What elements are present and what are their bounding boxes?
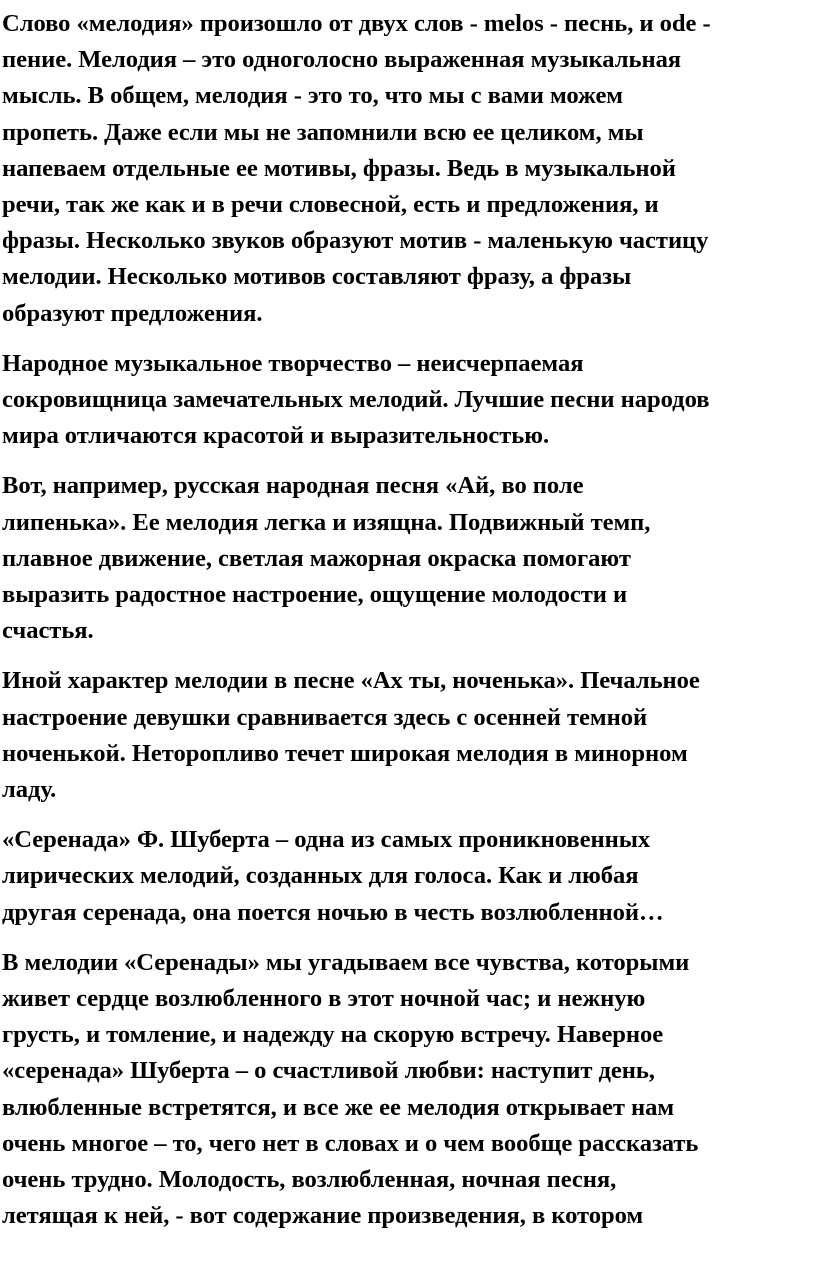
- text-line: ноченькой. Неторопливо течет широкая мелодия в минорном: [2, 739, 688, 767]
- paragraph-serenade-feelings: [2, 945, 814, 1235]
- text-line: образуют предложения.: [2, 299, 263, 327]
- text-line: влюбленные встретятся, и все же ее мелодия открывает нам: [2, 1093, 675, 1121]
- text-line: пропеть. Даже если мы не запомнили всю ее целиком, мы: [2, 118, 644, 146]
- paragraph-folk-music: [2, 346, 814, 455]
- text-line: мысль. В общем, мелодия - это то, что мы с вами можем: [2, 82, 624, 110]
- paragraph-noshenka: [2, 663, 814, 808]
- text-line: другая серенада, она поется ночью в честь возлюбленной…: [2, 898, 664, 926]
- text-line: «Серенада» Ф. Шуберта – одна из самых проникновенных: [2, 826, 651, 854]
- paragraph-ai-vo-pole: [2, 468, 814, 649]
- text-line: счастья.: [2, 617, 94, 645]
- paragraph-serenade-intro: [2, 822, 814, 931]
- text-line: лирических мелодий, созданных для голоса. Как и любая: [2, 862, 639, 890]
- text-line: Слово «мелодия» произошло от двух слов - melos - песнь, и ode -: [2, 10, 711, 37]
- text-line: «серенада» Шуберта – о счастливой любви: наступит день,: [2, 1057, 655, 1085]
- text-line: сокровищница замечательных мелодий. Лучшие песни народов: [2, 386, 710, 414]
- text-line: очень трудно. Молодость, возлюбленная, ночная песня,: [2, 1166, 617, 1194]
- text-line: липенька». Ее мелодия легка и изящна. Подвижный темп,: [2, 508, 651, 536]
- text-line: В мелодии «Серенады» мы угадываем все чувства, которыми: [2, 948, 690, 976]
- text-line: мелодии. Несколько мотивов составляют фразу, а фразы: [2, 263, 632, 291]
- text-line: плавное движение, светлая мажорная окраска помогают: [2, 544, 631, 572]
- text-line: очень многое – то, чего нет в словах и о чем вообще рассказать: [2, 1129, 699, 1157]
- text-line: Народное музыкальное творчество – неисчерпаемая: [2, 349, 584, 377]
- text-line: живет сердце возлюбленного в этот ночной час; и нежную: [2, 985, 646, 1013]
- text-line: пение. Мелодия – это одноголосно выраженная музыкальная: [2, 46, 682, 74]
- text-line: настроение девушки сравнивается здесь с осенней темной: [2, 703, 648, 731]
- document-body: [2, 6, 814, 1249]
- text-line: Вот, например, русская народная песня «Ай, во поле: [2, 472, 584, 500]
- text-line: грусть, и томление, и надежду на скорую встречу. Наверное: [2, 1021, 664, 1049]
- text-line: выразить радостное настроение, ощущение молодости и: [2, 581, 628, 609]
- text-line: ладу.: [2, 776, 57, 804]
- text-line: фразы. Несколько звуков образуют мотив - маленькую частицу: [2, 227, 709, 255]
- text-line: Иной характер мелодии в песне «Ах ты, ноченька». Печальное: [2, 667, 700, 695]
- text-line: летящая к ней, - вот содержание произведения, в котором: [2, 1202, 644, 1230]
- text-line: речи, так же как и в речи словесной, есть и предложения, и: [2, 191, 659, 219]
- text-line: напеваем отдельные ее мотивы, фразы. Ведь в музыкальной: [2, 154, 676, 182]
- paragraph-melody-definition: [2, 6, 814, 332]
- text-line: мира отличаются красотой и выразительностью.: [2, 422, 550, 450]
